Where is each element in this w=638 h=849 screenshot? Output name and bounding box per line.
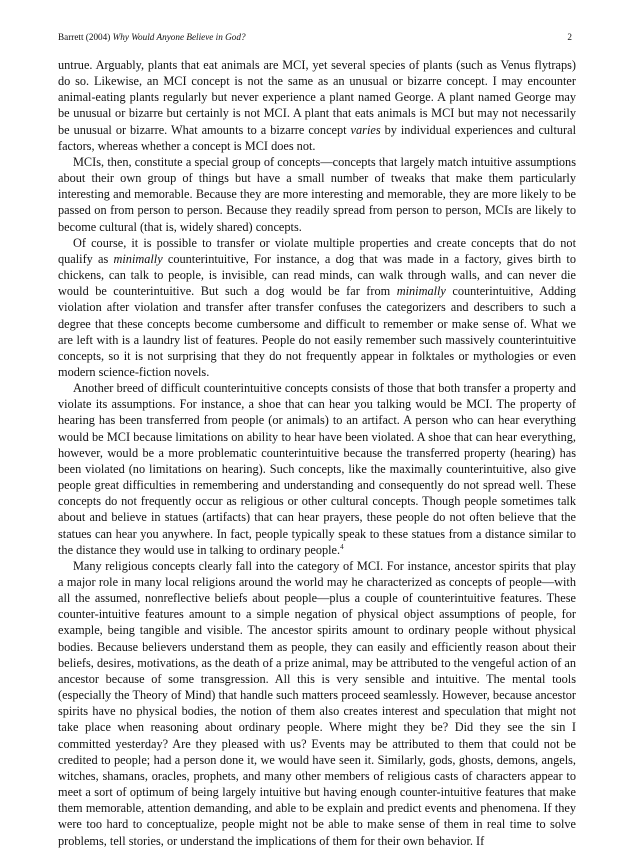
emphasized-text: minimally — [396, 284, 446, 299]
header-citation: Barrett (2004) — [58, 32, 111, 42]
header-book-title: Why Would Anyone Believe in God? — [112, 32, 246, 42]
body-text — [58, 57, 576, 849]
text-run: counterintuitive, For instance, a dog that was made in a factory, gives birth to chickens, can talk to people, is invisible, can read minds, can walk through walls, and can never die would be counterintuitive. But such a dog would be far from — [58, 251, 576, 299]
paragraph — [58, 558, 576, 849]
text-run: untrue. Arguably, plants that eat animals are MCI, yet several species of plants (such as Venus flytraps) do so. Likewise, an MCI concept is not the same as an unusual or bizarre concept. I may encounter animal-eating plants regularly but never experience a plant named George. A plant named George may be unusual or bizarre but certainly is not MCI. A plant that eats animals is MCI but may not necessarily be unusual or bizarre. What amounts to a bizarre concept — [58, 58, 576, 137]
paragraph — [58, 380, 576, 558]
text-run: MCIs, then, constitute a special group of concepts—concepts that largely match intuitive assumptions about their own group of things but have a small number of tweaks that make them particularly interesting and memorable. Because they are more interesting and memorable, they are more likely to be passed on from person to person. Because they readily spread from person to person, MCIs are likely to become cultural (that is, widely shared) concepts. — [58, 154, 576, 234]
paragraph — [58, 57, 576, 154]
emphasized-text: minimally — [113, 251, 163, 266]
text-run: counterintuitive, Adding violation after violation and transfer after transfer confuses the categorizers and describers to such a degree that these concepts become cumbersome and difficult to remember or make sense of. What we are left with is a laundry list of features. People do not easily remember such massively counterintuitive concepts, so it is not surprising that they do not frequently appear in folktales or mythologies or even modern science-fiction novels. — [58, 284, 576, 379]
text-run: by individual experiences and cultural factors, whereas whether a concept is MCI does not. — [58, 122, 576, 153]
text-run: Many religious concepts clearly fall into the category of MCI. For instance, ancestor spirits that play a major role in many local religions around the world may he characterized as concepts of people—with all the assumed, nonreflective beliefs about people—plus a couple of counterintuitive features. These counter-intuitive features amount to a simple negation of physical object assumptions of people, for example, being tangible and visible. The ancestor spirits amount to ordinary people without physical bodies. Because believers understand them as people, they can easily and efficiently reason about their beliefs, desires, motivations, as the death of a prize animal, may be attributed to the vengeful action of an ancestor because of some transgression. All this is very sensible and intuitive. The mental tools (especially the Theory of Mind) that handle such matters proceed seamlessly. However, because ancestor spirits have no physical bodies, the notion of them also creates interest and speculation that might not take place when reasoning about ordinary people. Where might they be? Did they see the sin I committed yesterday? Are they pleased with us? Events may be attributed to them that could not be credited to people; had a person done it, we would have seen it. Similarly, gods, ghosts, demons, angels, witches, shamans, oracles, prophets, and many other members of religious casts of characters appear to meet a sort of optimum of being largely intuitive but having enough counter-intuitive features that make them memorable, attention demanding, and able to be explain and predict events and phenomena. If they were too hard to conceptualize, people might not be able to make sense of them in real time to solve problems, tell stories, or understand the implications of them for their own behavior. If — [58, 558, 576, 848]
emphasized-text: varies — [350, 122, 381, 137]
text-run: Another breed of difficult counterintuitive concepts consists of those that both transfer a property and violate its assumptions. For instance, a shoe that can hear you talking would be MCI. The property of hearing has been transferred from people (or animals) to an artifact. A person who can hear everything would be MCI because limitations on ability to hear have been violated. A shoe that can hear everything, however, would be a more problematic counterintuitive because the transferred property (hearing) has been violated (no limitations on hearing). Such concepts, like the maximally counterintuitive, also give people great difficulties in remembering and understanding and consequently do not spread well. These concepts do not frequently occur as religious or other cultural concepts. Though people sometimes talk about and believe in statues (artifacts) that can hear prayers, these people do not often believe that the statues can hear you anywhere. In fact, people typically speak to these statues from a distance similar to the distance they would use in talking to ordinary people. — [58, 381, 576, 557]
paragraph — [58, 154, 576, 235]
text-run: Of course, it is possible to transfer or violate multiple properties and create concepts that do not qualify as — [58, 235, 576, 266]
running-header — [58, 31, 572, 43]
footnote-marker: 4 — [340, 542, 344, 551]
page-number: 2 — [567, 32, 572, 42]
paragraph — [58, 235, 576, 380]
